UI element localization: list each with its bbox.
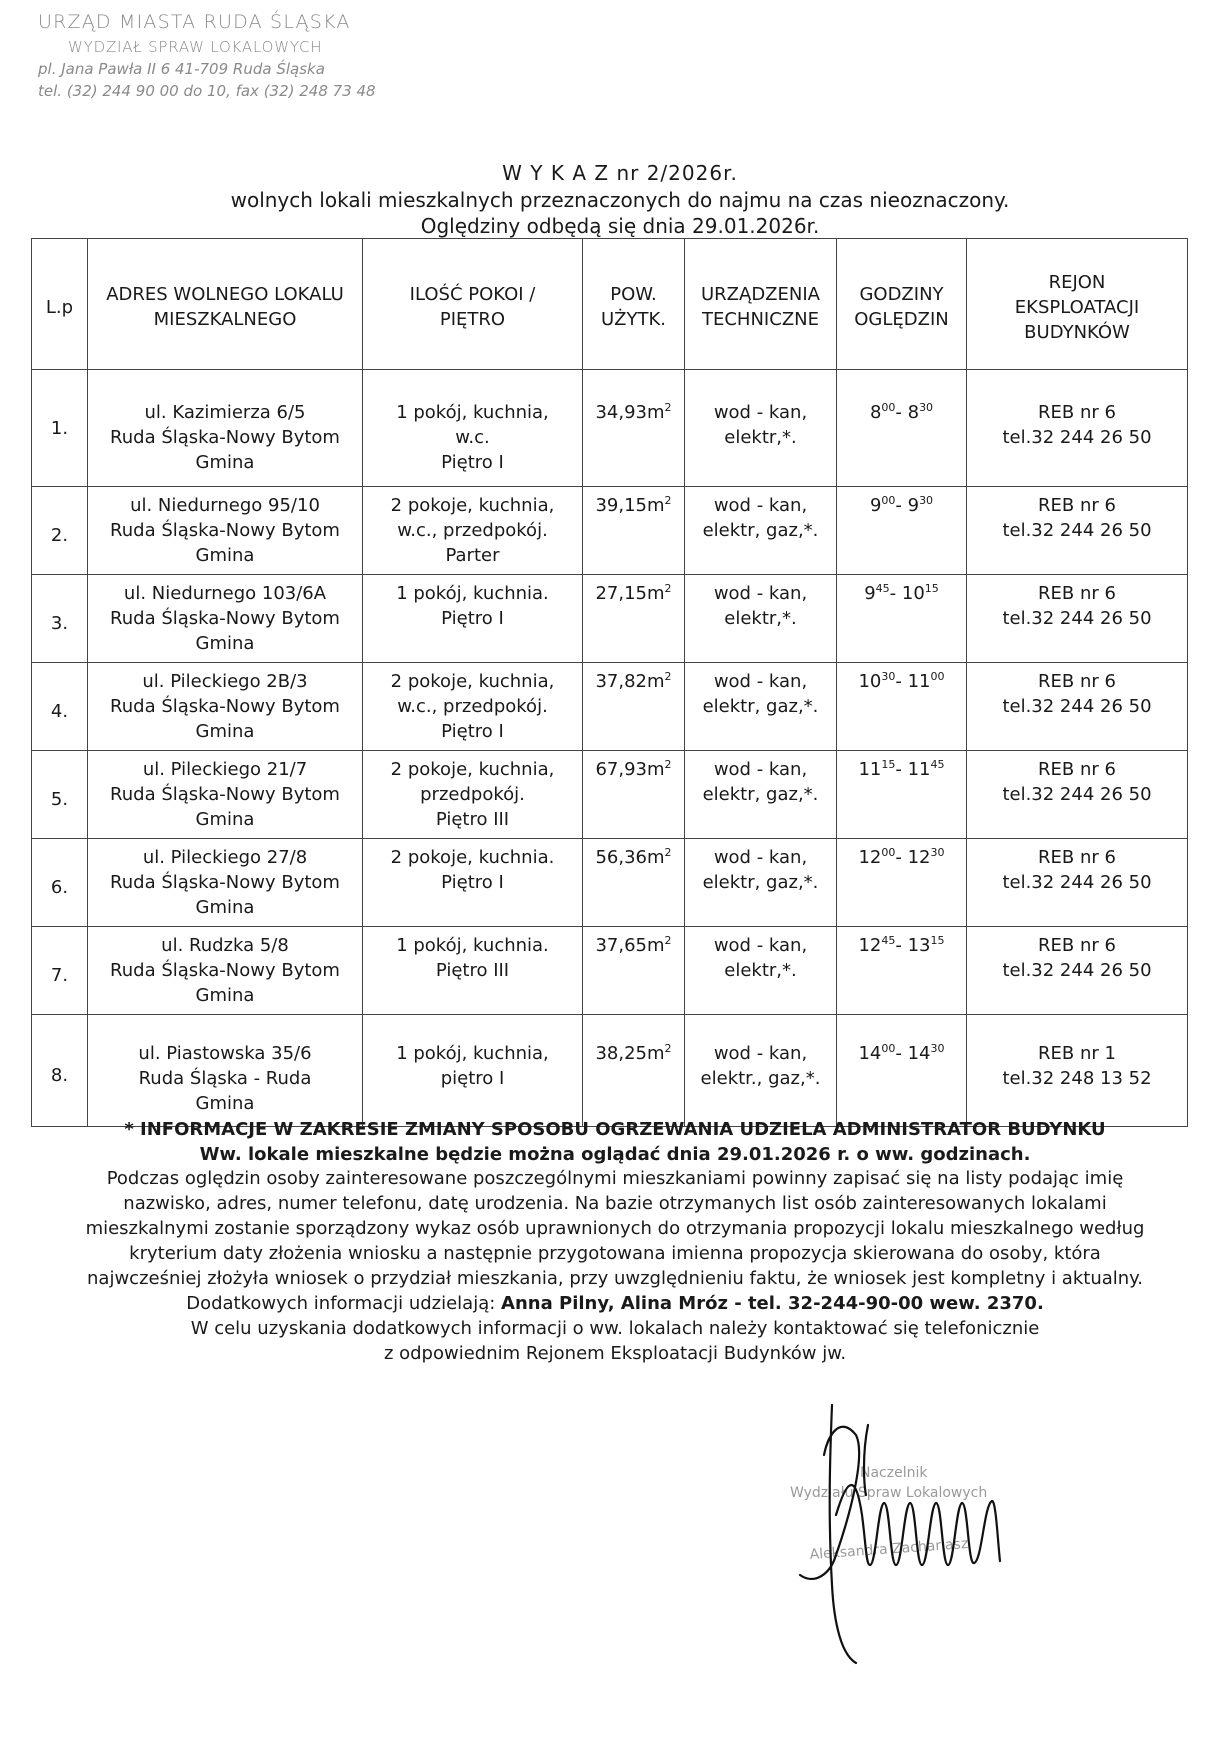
cell-rooms [363,839,583,927]
header-rooms [363,239,583,370]
hours-separator: - [895,1043,908,1064]
hours-end-minutes: 15 [930,934,945,947]
contact-prefix: Dodatkowych informacji udzielają: [186,1293,502,1314]
address-line: Ruda Śląska-Nowy Bytom [110,872,340,893]
cell-address [88,751,363,839]
rooms-line: Parter [445,545,500,566]
equipment-line: elektr, gaz,*. [702,696,819,717]
cell-hours [837,927,967,1015]
area-value: 37,65m [595,935,665,956]
handwritten-signature [800,1405,1000,1663]
info-line: mieszkalnymi zostanie sporządzony wykaz osób uprawnionych do otrzymania propozycji lokalu mieszkalnego według [85,1218,1145,1239]
header-text: ILOŚĆ POKOI / [409,284,536,305]
hours-separator: - [895,495,908,516]
rooms-line: 1 pokój, kuchnia. [396,935,549,956]
region-line: tel.32 244 26 50 [1002,784,1152,805]
hours-start-hour: 8 [869,402,882,423]
cell-rooms [363,1015,583,1127]
address-line: Ruda Śląska-Nowy Bytom [110,784,340,805]
address-line: Gmina [195,809,255,830]
equipment-line: wod - kan, [713,1043,808,1064]
equipment-line: elektr, gaz,*. [702,784,819,805]
equipment-line: wod - kan, [713,671,808,692]
equipment-line: elektr,*. [724,608,797,629]
cell-region [967,487,1188,575]
hours-end-hour: 11 [907,759,931,780]
letterhead-department: WYDZIAŁ SPRAW LOKALOWYCH [68,38,323,56]
area-value: 37,82m [595,671,665,692]
hours-separator: - [895,402,908,423]
letterhead-office: URZĄD MIASTA RUDA ŚLĄSKA [38,11,351,33]
rooms-line: 1 pokój, kuchnia, [396,402,549,423]
equipment-line: wod - kan, [713,402,808,423]
cell-lp [32,487,88,575]
region-line: tel.32 244 26 50 [1002,608,1152,629]
address-line: ul. Pileckiego 2B/3 [142,671,308,692]
info-line: z odpowiednim Rejonem Eksploatacji Budynków jw. [383,1343,847,1364]
area-value: 38,25m [595,1043,665,1064]
signature-stamp [770,1395,1040,1665]
table-row [32,487,1188,575]
row-number: 3. [50,613,69,634]
region-line: tel.32 248 13 52 [1002,1068,1152,1089]
region-line: REB nr 6 [1038,583,1116,604]
cell-rooms [363,575,583,663]
header-text: TECHNICZNE [702,309,819,330]
hours-end-hour: 14 [907,1043,931,1064]
contact-persons: Anna Pilny, Alina Mróz - tel. 32-244-90-00 wew. 2370. [501,1293,1044,1314]
header-text: GODZINY [859,284,944,305]
cell-rooms [363,751,583,839]
area-unit-exponent: 2 [664,670,672,683]
address-line: Ruda Śląska-Nowy Bytom [110,608,340,629]
area-unit-exponent: 2 [664,758,672,771]
rooms-line: Piętro I [441,452,504,473]
contact-line [40,1291,1190,1316]
cell-area [583,1015,685,1127]
cell-address [88,663,363,751]
header-region [967,239,1188,370]
hours-end-minutes: 30 [919,401,934,414]
cell-area [583,663,685,751]
header-text: REJON [1048,271,1106,293]
equipment-line: wod - kan, [713,495,808,516]
row-number: 5. [50,789,69,810]
hours-start-minutes: 45 [875,582,890,595]
region-line: tel.32 244 26 50 [1002,960,1152,981]
address-line: Ruda Śląska-Nowy Bytom [110,427,340,448]
equipment-line: elektr, gaz,*. [702,520,819,541]
rooms-line: w.c., przedpokój. [397,520,548,541]
cell-area [583,751,685,839]
cell-lp [32,370,88,487]
hours-end-minutes: 15 [924,582,939,595]
address-line: Ruda Śląska - Ruda [138,1068,312,1089]
rooms-line: przedpokój. [420,784,525,805]
rooms-line: 2 pokoje, kuchnia. [390,847,555,868]
rooms-line: 1 pokój, kuchnia, [396,1043,549,1064]
cell-region [967,927,1188,1015]
address-line: ul. Pileckiego 27/8 [142,847,308,868]
address-line: ul. Rudzka 5/8 [161,935,289,956]
rooms-line: Piętro I [441,608,504,629]
hours-end-minutes: 30 [930,1042,945,1055]
table-row [32,575,1188,663]
hours-end-minutes: 00 [930,670,945,683]
hours-separator: - [895,671,908,692]
address-line: ul. Kazimierza 6/5 [144,402,306,423]
hours-end-minutes: 30 [930,846,945,859]
document-title: W Y K A Z nr 2/2026r. [502,161,738,185]
hours-start-minutes: 15 [881,758,896,771]
table-row [32,1015,1188,1127]
hours-end-hour: 12 [907,847,931,868]
equipment-line: wod - kan, [713,583,808,604]
address-line: Gmina [195,545,255,566]
viewing-note: Ww. lokale mieszkalne będzie można oglądać dnia 29.01.2026 r. o ww. godzinach. [199,1144,1031,1165]
cell-region [967,663,1188,751]
header-text: URZĄDZENIA [701,284,820,305]
letterhead [38,8,376,102]
table-row [32,663,1188,751]
stamp-department: Wydziału Spraw Lokalowych [790,1485,988,1501]
area-value: 67,93m [595,759,665,780]
rooms-line: Piętro III [435,960,510,981]
rooms-line: w.c. [455,427,490,448]
hours-end-minutes: 30 [919,494,934,507]
letterhead-address: pl. Jana Pawła II 6 41-709 Ruda Śląska [38,60,325,78]
cell-area [583,487,685,575]
area-unit-exponent: 2 [664,846,672,859]
row-number: 4. [50,701,69,722]
hours-start-hour: 12 [858,847,882,868]
cell-region [967,370,1188,487]
region-line: REB nr 6 [1038,671,1116,692]
cell-hours [837,487,967,575]
region-line: REB nr 6 [1038,495,1116,516]
address-line: Ruda Śląska-Nowy Bytom [110,960,340,981]
inspection-date: Oględziny odbędą się dnia 29.01.2026r. [420,214,820,238]
row-number: 8. [50,1065,69,1086]
cell-equipment [685,839,837,927]
header-text: POW. [610,284,657,305]
hours-end-hour: 13 [907,935,931,956]
table-header-row [32,239,1188,370]
equipment-line: wod - kan, [713,759,808,780]
equipment-line: elektr, gaz,*. [702,872,819,893]
hours-end-hour: 9 [907,495,920,516]
cell-lp [32,839,88,927]
cell-lp [32,1015,88,1127]
cell-rooms [363,370,583,487]
cell-equipment [685,927,837,1015]
cell-area [583,370,685,487]
hours-start-hour: 12 [858,935,882,956]
header-hours [837,239,967,370]
apartments-table [31,238,1188,1127]
address-line: Gmina [195,633,255,654]
table-row [32,927,1188,1015]
cell-hours [837,1015,967,1127]
cell-equipment [685,751,837,839]
cell-address [88,575,363,663]
document-subtitle: wolnych lokali mieszkalnych przeznaczonych do najmu na czas nieoznaczony. [230,188,1010,212]
region-line: REB nr 6 [1038,935,1116,956]
address-line: Gmina [195,897,255,918]
address-line: ul. Pileckiego 21/7 [142,759,308,780]
hours-start-hour: 14 [858,1043,882,1064]
rooms-line: 2 pokoje, kuchnia, [390,759,555,780]
area-value: 39,15m [595,495,665,516]
hours-end-minutes: 45 [930,758,945,771]
hours-start-minutes: 30 [881,670,896,683]
rooms-line: 2 pokoje, kuchnia, [390,671,555,692]
hours-start-minutes: 45 [881,934,896,947]
address-line: ul. Niedurnego 95/10 [130,495,320,516]
address-line: Gmina [195,721,255,742]
cell-address [88,927,363,1015]
area-unit-exponent: 2 [664,494,672,507]
header-address [88,239,363,370]
cell-equipment [685,1015,837,1127]
header-text: BUDYNKÓW [1024,321,1130,343]
region-line: REB nr 6 [1038,759,1116,780]
cell-area [583,575,685,663]
area-value: 34,93m [595,402,665,423]
rooms-line: 1 pokój, kuchnia. [396,583,549,604]
cell-rooms [363,663,583,751]
address-line: Gmina [195,452,255,473]
cell-address [88,487,363,575]
address-line: ul. Niedurnego 103/6A [123,583,327,604]
hours-separator: - [895,935,908,956]
region-line: REB nr 6 [1038,847,1116,868]
heating-note: * INFORMACJE W ZAKRESIE ZMIANY SPOSOBU OGRZEWANIA UDZIELA ADMINISTRATOR BUDYNKU [124,1119,1106,1140]
cell-address [88,370,363,487]
letterhead-phone: tel. (32) 244 90 00 do 10, fax (32) 248 73 48 [38,82,376,100]
info-line: kryterium daty złożenia wniosku a następnie przygotowana imienna propozycja skierowana do osoby, która [129,1243,1101,1264]
table-row [32,751,1188,839]
rooms-line: 2 pokoje, kuchnia, [390,495,555,516]
info-paragraph [40,1166,1190,1366]
equipment-line: elektr., gaz,*. [700,1068,821,1089]
cell-address [88,839,363,927]
cell-lp [32,663,88,751]
equipment-line: wod - kan, [713,847,808,868]
cell-hours [837,751,967,839]
address-line: ul. Piastowska 35/6 [138,1043,312,1064]
rooms-line: Piętro I [441,721,504,742]
info-line: W celu uzyskania dodatkowych informacji o ww. lokalach należy kontaktować się telefonicznie [190,1318,1040,1339]
hours-start-hour: 10 [858,671,882,692]
rooms-line: w.c., przedpokój. [397,696,548,717]
region-line: tel.32 244 26 50 [1002,696,1152,717]
cell-hours [837,663,967,751]
cell-equipment [685,575,837,663]
address-line: Gmina [195,985,255,1006]
hours-start-hour: 9 [869,495,882,516]
area-value: 56,36m [595,847,665,868]
header-text: MIESZKALNEGO [153,309,297,330]
hours-separator: - [895,847,908,868]
address-line: Ruda Śląska-Nowy Bytom [110,696,340,717]
cell-equipment [685,370,837,487]
region-line: REB nr 1 [1038,1043,1116,1064]
cell-region [967,575,1188,663]
cell-rooms [363,487,583,575]
header-text: EKSPLOATACJI [1014,296,1140,318]
hours-separator: - [889,583,902,604]
hours-separator: - [895,759,908,780]
equipment-line: wod - kan, [713,935,808,956]
cell-lp [32,575,88,663]
hours-start-minutes: 00 [881,401,896,414]
address-line: Gmina [195,1093,255,1114]
hours-start-hour: 9 [864,583,876,604]
info-line: Podczas oględzin osoby zainteresowane poszczególnymi mieszkaniami powinny zapisać się na listy podając imię [106,1168,1124,1189]
cell-address [88,1015,363,1127]
row-number: 1. [50,417,69,439]
area-unit-exponent: 2 [664,934,672,947]
hours-end-hour: 11 [907,671,931,692]
area-unit-exponent: 2 [664,1042,672,1055]
hours-start-minutes: 00 [881,494,896,507]
cell-lp [32,751,88,839]
area-value: 27,15m [595,583,665,604]
rooms-line: Piętro III [435,809,510,830]
hours-start-minutes: 00 [881,846,896,859]
stamp-name: Aleksandra Zachariasz [809,1535,969,1563]
rooms-line: Piętro I [441,872,504,893]
header-text: PIĘTRO [439,309,506,330]
area-unit-exponent: 2 [664,401,672,414]
cell-region [967,1015,1188,1127]
hours-start-hour: 11 [858,759,882,780]
region-line: tel.32 244 26 50 [1002,427,1152,448]
row-number: 2. [50,525,69,546]
header-lp-text: L.p [45,296,74,318]
cell-equipment [685,487,837,575]
row-number: 7. [50,965,69,986]
header-equipment [685,239,837,370]
cell-region [967,751,1188,839]
cell-region [967,839,1188,927]
cell-rooms [363,927,583,1015]
stamp-title: Naczelnik [860,1465,928,1481]
equipment-line: elektr,*. [724,960,797,981]
cell-area [583,927,685,1015]
area-unit-exponent: 2 [664,582,672,595]
cell-hours [837,370,967,487]
address-line: Ruda Śląska-Nowy Bytom [110,520,340,541]
header-lp [32,239,88,370]
cell-lp [32,927,88,1015]
header-text: OGLĘDZIN [854,309,949,330]
hours-end-hour: 8 [907,402,920,423]
region-line: REB nr 6 [1038,402,1116,423]
header-text: UŻYTK. [600,309,667,330]
rooms-line: piętro I [440,1068,505,1089]
hours-end-hour: 10 [901,583,925,604]
header-area [583,239,685,370]
equipment-line: elektr,*. [724,427,797,448]
cell-equipment [685,663,837,751]
cell-area [583,839,685,927]
cell-hours [837,839,967,927]
region-line: tel.32 244 26 50 [1002,872,1152,893]
info-line: najwcześniej złożyła wniosek o przydział mieszkania, przy uwzględnieniu faktu, że wniosek jest kompletny i aktualny. [87,1268,1143,1289]
hours-start-minutes: 00 [881,1042,896,1055]
row-number: 6. [50,877,69,898]
info-line: nazwisko, adres, numer telefonu, datę urodzenia. Na bazie otrzymanych list osób zainteresowanych lokalami [123,1193,1107,1214]
table-row [32,370,1188,487]
region-line: tel.32 244 26 50 [1002,520,1152,541]
cell-hours [837,575,967,663]
header-text: ADRES WOLNEGO LOKALU [106,284,344,305]
table-row [32,839,1188,927]
